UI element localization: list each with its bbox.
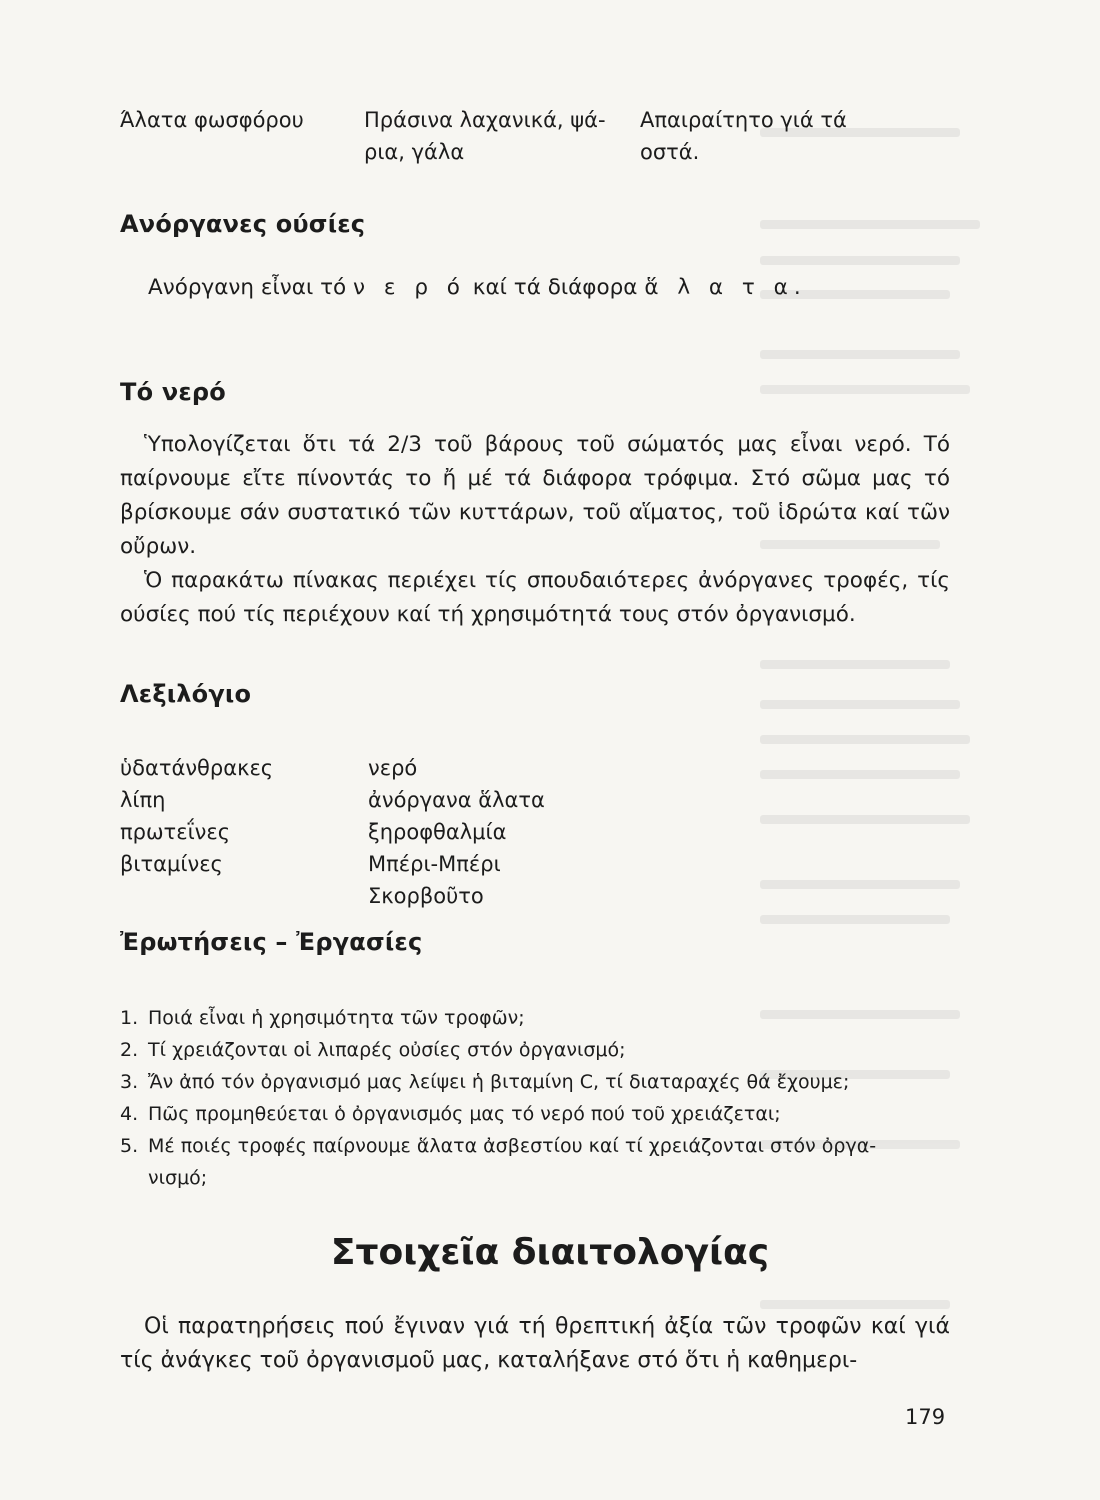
inorganic-intro-mid: καί τά διάφορα	[472, 275, 638, 300]
question-item	[120, 1002, 950, 1034]
mineral-sources-line: ρια, γάλα	[364, 140, 465, 164]
question-number: 1.	[120, 1007, 139, 1029]
inorganic-intro-start: Ανόργανη εἶναι τό	[148, 275, 347, 300]
mineral-sources	[364, 104, 634, 168]
vocabulary-left-column	[120, 752, 273, 880]
question-number: 3.	[120, 1071, 139, 1093]
mineral-name: Άλατα φωσφόρου	[120, 108, 304, 132]
question-item	[120, 1130, 950, 1194]
question-text: Ἄν ἀπό τόν ὀργανισμό μας λείψει ἡ βιταμίνη C, τί διαταραχές θά ἔχουμε;	[148, 1071, 850, 1093]
vocabulary-heading: Λεξιλόγιο	[120, 680, 252, 708]
question-text-continued: νισμό;	[148, 1167, 208, 1189]
question-item	[120, 1034, 950, 1066]
question-item	[120, 1066, 950, 1098]
question-text: Τί χρειάζονται οἱ λιπαρές οὐσίες στόν ὀργανισμό;	[148, 1039, 626, 1061]
mineral-use-line: οστά.	[640, 140, 700, 164]
mineral-use-line: Απαιραίτητο γιά τά	[640, 108, 847, 132]
word-salts: ἅ λ α τ α	[644, 275, 794, 300]
water-paragraph-1: Ὑπολογίζεται ὅτι τά 2/3 τοῦ βάρους τοῦ σώματός μας εἶναι νερό. Τό παίρνουμε εἴτε πίνοντάς το ἤ μέ τά διάφορα τρόφιμα. Στό σῶμα μας τό βρίσκουμε σάν συστατικό τῶν κυττάρων, τοῦ αἵματος, τοῦ ἱδρώτα καί τῶν οὔρων.	[120, 432, 950, 559]
inorganic-heading: Ανόργανες ούσίες	[120, 210, 366, 238]
question-item	[120, 1098, 950, 1130]
questions-list	[120, 1002, 950, 1194]
vocabulary-term: βιταμίνες	[120, 852, 223, 876]
vocabulary-term: πρωτεΐνες	[120, 820, 231, 844]
question-number: 4.	[120, 1103, 139, 1125]
vocabulary-term: λίπη	[120, 788, 166, 812]
mineral-use	[640, 104, 900, 168]
mineral-sources-line: Πράσινα λαχανικά, ψά-	[364, 108, 606, 132]
inorganic-intro-end: .	[793, 275, 801, 300]
vocabulary-term: Μπέρι-Μπέρι	[368, 852, 501, 876]
questions-heading: Ἐρωτήσεις – Ἐργασίες	[120, 928, 423, 956]
diet-paragraph: Οἱ παρατηρήσεις πού ἔγιναν γιά τή θρεπτική ἀξία τῶν τροφῶν καί γιά τίς ἀνάγκες τοῦ ὀργανισμοῦ μας, καταλήξανε στό ὅτι ἡ καθημερι-	[120, 1314, 950, 1373]
page-number: 179	[905, 1405, 946, 1429]
question-text: Πῶς προμηθεύεται ὁ ὀργανισμός μας τό νερό πού τοῦ χρειάζεται;	[148, 1103, 781, 1125]
vocabulary-term: ξηροφθαλμία	[368, 820, 507, 844]
water-paragraph-2: Ὁ παρακάτω πίνακας περιέχει τίς σπουδαιότερες ἀνόργανες τροφές, τίς ούσίες πού τίς περιέχουν καί τή χρησιμότητά τους στόν ὀργανισμό.	[120, 568, 950, 627]
vocabulary-right-column	[368, 752, 545, 912]
vocabulary-term: νερό	[368, 756, 418, 780]
vocabulary-term: ἀνόργανα ἅλατα	[368, 788, 545, 812]
water-heading: Τό νερό	[120, 378, 226, 406]
diet-title: Στοιχεῖα διαιτολογίας	[330, 1232, 770, 1273]
question-number: 2.	[120, 1039, 139, 1061]
question-text: Ποιά εἶναι ἡ χρησιμότητα τῶν τροφῶν;	[148, 1007, 525, 1029]
question-text: Μέ ποιές τροφές παίρνουμε ἅλατα ἀσβεστίου καί τί χρειάζονται στόν ὀργα-	[148, 1135, 877, 1157]
question-number: 5.	[120, 1135, 139, 1157]
word-water: ν ε ρ ό	[353, 275, 466, 300]
vocabulary-term: Σκορβοῦτο	[368, 884, 484, 908]
inorganic-intro	[148, 275, 801, 300]
vocabulary-term: ὑδατάνθρακες	[120, 756, 274, 780]
